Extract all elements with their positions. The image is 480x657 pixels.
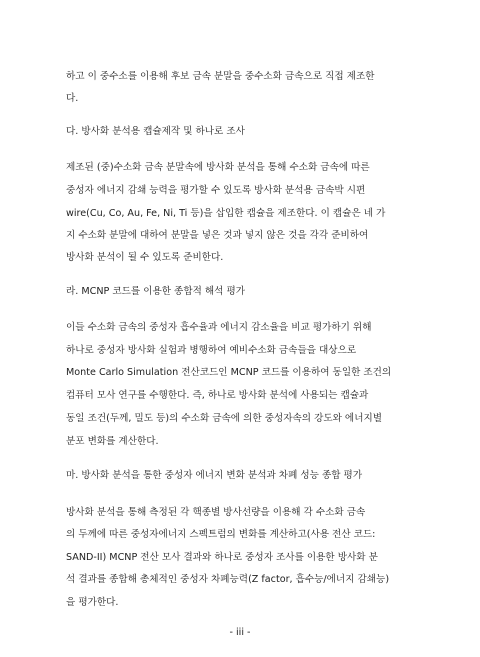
- section-ra-line-3: Monte Carlo Simulation 전산코드인 MCNP 코드를 이용하여 동일한 조건의: [66, 367, 392, 378]
- section-ra-line-6: 분포 변화를 계산한다.: [66, 436, 159, 447]
- section-ma-heading: 마. 방사화 분석을 통한 중성자 에너지 변화 분석과 차폐 성능 종합 평가: [66, 470, 363, 481]
- section-ma-line-5: 을 평가한다.: [66, 597, 119, 608]
- section-ra-line-1: 이들 수소화 금속의 중성자 흡수율과 에너지 감소율을 비교 평가하기 위해: [66, 322, 372, 333]
- section-da-line-1: 제조된 (중)수소화 금속 분말속에 방사화 분석을 통해 수소화 금속에 따른: [66, 162, 370, 173]
- section-da-line-3: wire(Cu, Co, Au, Fe, Ni, Ti 등)을 삽입한 캡슐을 제조한다. 이 캡슐은 네 가: [66, 208, 386, 219]
- section-ra-heading: 라. MCNP 코드를 이용한 종합적 해석 평가: [66, 286, 246, 297]
- section-ma-line-4: 석 결과를 종합해 총체적인 중성자 차폐능력(Z factor, 흡수능/에너지 감쇄능): [66, 574, 390, 585]
- section-da-line-4: 지 수소화 분말에 대하여 분말을 넣은 것과 넣지 않은 것을 각각 준비하여: [66, 230, 369, 241]
- section-ra-line-5: 동일 조건(두께, 밀도 등)의 수소화 금속에 의한 중성자속의 강도와 에너지별: [66, 413, 383, 424]
- section-ra-line-2: 하나로 중성자 방사화 실험과 병행하여 예비수소화 금속들을 대상으로: [66, 345, 357, 356]
- section-da-line-5: 방사화 분석이 될 수 있도록 준비한다.: [66, 252, 224, 263]
- section-ma-line-3: SAND-II) MCNP 전산 모사 결과와 하나로 중성자 조사를 이용한 방사화 분: [66, 552, 378, 563]
- page-number: - iii -: [229, 627, 251, 638]
- section-ma-line-1: 방사화 분석을 통해 측정된 각 핵종별 방사선량을 이용해 각 수소화 금속: [66, 507, 366, 518]
- section-da-heading: 다. 방사화 분석용 캡슐제작 및 하나로 조사: [66, 126, 245, 137]
- intro-line-2: 다.: [66, 93, 79, 104]
- section-da-line-2: 중성자 에너지 감쇄 능력을 평가할 수 있도록 방사화 분석용 금속박 시편: [66, 185, 366, 196]
- section-ma-line-2: 의 두께에 따른 중성자에너지 스펙트럼의 변화를 계산하고(사용 전산 코드:: [66, 529, 376, 540]
- intro-line-1: 하고 이 중수소를 이용해 후보 금속 분말을 중수소화 금속으로 직접 제조한: [66, 71, 375, 82]
- section-ra-line-4: 컴퓨터 모사 연구를 수행한다. 즉, 하나로 방사화 분석에 사용되는 캡슐과: [66, 390, 369, 401]
